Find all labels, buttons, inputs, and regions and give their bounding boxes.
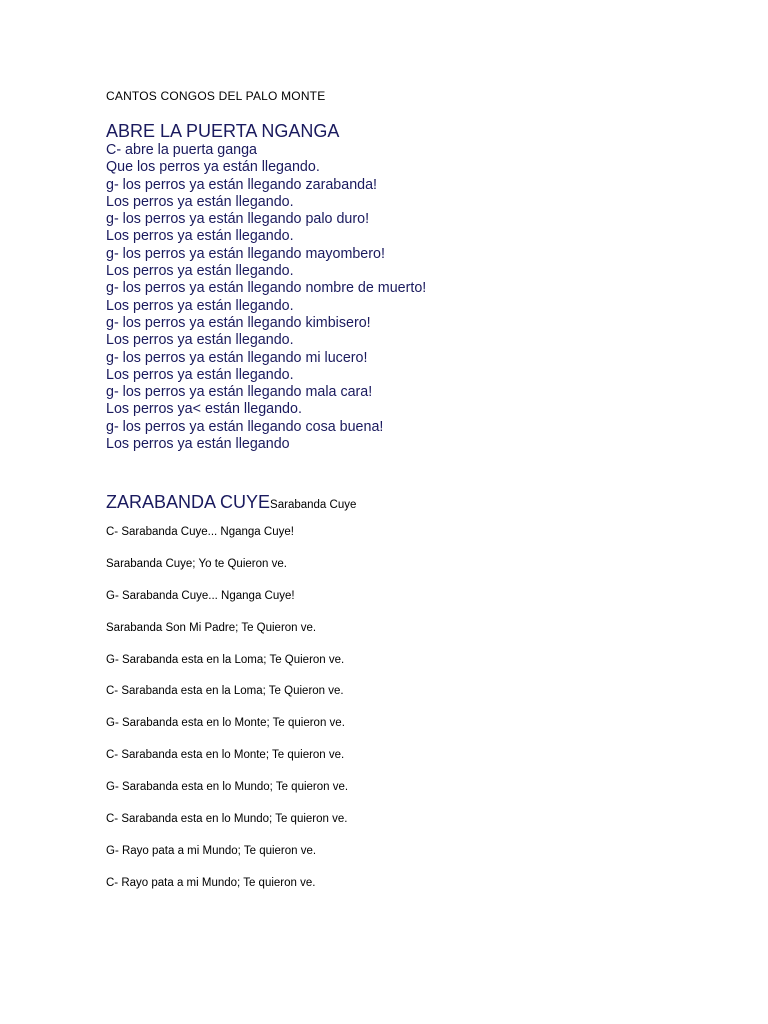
lyric-line: C- Sarabanda esta en lo Mundo; Te quieron ve.: [106, 813, 348, 826]
lyric-line: C- Sarabanda Cuye... Nganga Cuye!: [106, 526, 294, 538]
lyric-line: Los perros ya están llegando.: [106, 193, 294, 210]
lyric-line: g- los perros ya están llegando mi lucero!: [106, 349, 368, 366]
song-lyrics: [106, 525, 348, 908]
lyric-line: Los perros ya están llegando.: [106, 263, 294, 280]
document-title: CANTOS CONGOS DEL PALO MONTE: [106, 89, 326, 103]
lyric-line: Los perros ya< están llegando.: [106, 401, 302, 418]
song-heading: ABRE LA PUERTA NGANGA: [106, 121, 340, 141]
song-heading: [106, 487, 356, 515]
lyric-line: Los perros ya están llegando.: [106, 332, 294, 349]
lyric-line: C- abre la puerta ganga: [106, 142, 258, 158]
lyric-line: g- los perros ya están llegando zarabanda!: [106, 176, 378, 193]
lyric-line: g- los perros ya están llegando palo duro!: [106, 211, 370, 228]
lyric-line: g- los perros ya están llegando nombre de muerto!: [106, 280, 427, 297]
lyric-line: G- Sarabanda Cuye... Nganga Cuye!: [106, 589, 295, 602]
lyric-line: Que los perros ya están llegando.: [106, 159, 320, 176]
lyric-line: g- los perros ya están llegando mayombero!: [106, 245, 385, 262]
lyric-line: G- Sarabanda esta en la Loma; Te Quieron ve.: [106, 653, 345, 666]
lyric-line: G- Rayo pata a mi Mundo; Te quieron ve.: [106, 844, 317, 857]
lyric-line: G- Sarabanda esta en lo Mundo; Te quieron ve.: [106, 781, 349, 794]
lyric-line: G- Sarabanda esta en lo Monte; Te quieron ve.: [106, 717, 345, 730]
lyric-line: C- Sarabanda esta en lo Monte; Te quieron ve.: [106, 749, 345, 762]
song-section-abre-la-puerta: [106, 120, 426, 453]
lyric-line: g- los perros ya están llegando kimbisero!: [106, 314, 371, 331]
lyric-line: g- los perros ya están llegando cosa buena!: [106, 418, 384, 435]
lyric-line: Los perros ya están llegando.: [106, 228, 294, 245]
song-heading-sub: Sarabanda Cuye: [270, 499, 357, 511]
lyric-line: Los perros ya están llegando: [106, 436, 290, 453]
lyric-line: g- los perros ya están llegando mala cara!: [106, 384, 373, 401]
lyric-line: Sarabanda Cuye; Yo te Quieron ve.: [106, 557, 287, 570]
song-lyrics: [106, 142, 426, 453]
song-section-zarabanda-cuye: [106, 487, 357, 889]
lyric-line: Los perros ya están llegando.: [106, 366, 294, 383]
lyric-line: C- Rayo pata a mi Mundo; Te quieron ve.: [106, 876, 316, 889]
lyric-line: C- Sarabanda esta en la Loma; Te Quieron ve.: [106, 685, 344, 698]
lyric-line: Los perros ya están llegando.: [106, 297, 294, 314]
song-heading-main: ZARABANDA CUYE: [106, 492, 271, 512]
lyric-line: Sarabanda Son Mi Padre; Te Quieron ve.: [106, 621, 317, 634]
